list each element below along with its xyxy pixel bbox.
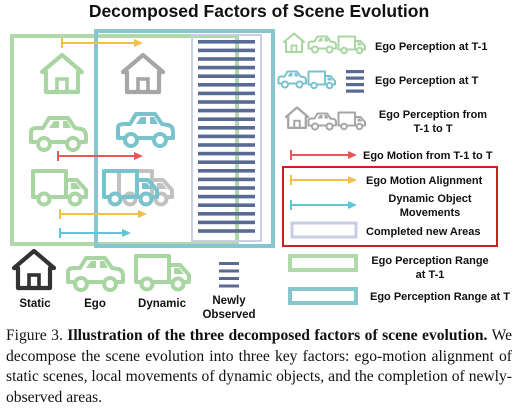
house-t-icon [123,55,163,92]
legend-ego-perception-t-minus-1: Ego Perception at T-1 [375,41,488,53]
caption-text: We decompose the scene evolution into three key factors: ego-motion alignment of static scenes, local movements of dynamic objects, and the completion of newly-observed areas. [6,327,512,406]
legend-ego-perception-from-line2: T-1 to T [413,123,453,135]
diagram-title: Decomposed Factors of Scene Evolution [88,1,430,21]
figure-caption [6,326,512,408]
car-t-minus-1-icon [31,118,86,150]
legend-completed-areas: Completed new Areas [366,226,481,238]
legend-range-t-minus-1-line1: Ego Perception Range [371,255,489,267]
legend-dynamic-movements-line2: Movements [399,207,461,219]
ego-label: Ego [84,298,106,310]
legend-range-t: Ego Perception Range at T [370,291,510,303]
legend-icons-t-minus-1-to-t [286,108,365,130]
newly-label-line2: Observed [202,309,256,321]
legend-dynamic-arrow [291,200,357,210]
static-category-icon [14,251,54,288]
newly-observed-category-icon [219,262,239,288]
dynamic-alignment-arrow [60,209,147,219]
dynamic-label: Dynamic [138,298,186,310]
caption-label: Figure 3. [6,327,63,344]
dynamic-category-icon [136,256,189,290]
truck-t-minus-1-icon [33,171,86,205]
legend-completed-swatch [292,223,356,237]
car-t-icon [118,114,173,146]
legend-ego-perception-t: Ego Perception at T [375,75,479,87]
legend-range-t-minus-1-line2: at T-1 [415,269,445,281]
ego-motion-alignment-arrow [62,38,143,48]
legend-ego-perception-from-line1: Ego Perception from [378,109,488,121]
ego-category-icon [68,258,123,290]
legend-dynamic-movements-line1: Dynamic Object [388,193,472,205]
legend-icons-t [279,70,365,93]
ego-motion-arrow [58,151,143,161]
legend-ego-motion: Ego Motion from T-1 to T [363,150,493,162]
legend-alignment-arrow [291,175,357,185]
caption-bold: Illustration of the three decomposed factors of scene evolution. [67,327,488,344]
legend [279,34,511,304]
newly-observed-stripes [198,40,255,233]
legend-ego-motion-alignment: Ego Motion Alignment [366,175,483,187]
legend-ego-motion-arrow [291,150,357,160]
legend-range-t-swatch [290,289,356,303]
static-label: Static [19,298,51,310]
house-t-minus-1-icon [42,55,82,92]
legend-range-t-minus-1-swatch [290,256,356,270]
legend-icons-t-minus-1 [284,34,365,54]
newly-label-line1: Newly [212,295,246,307]
